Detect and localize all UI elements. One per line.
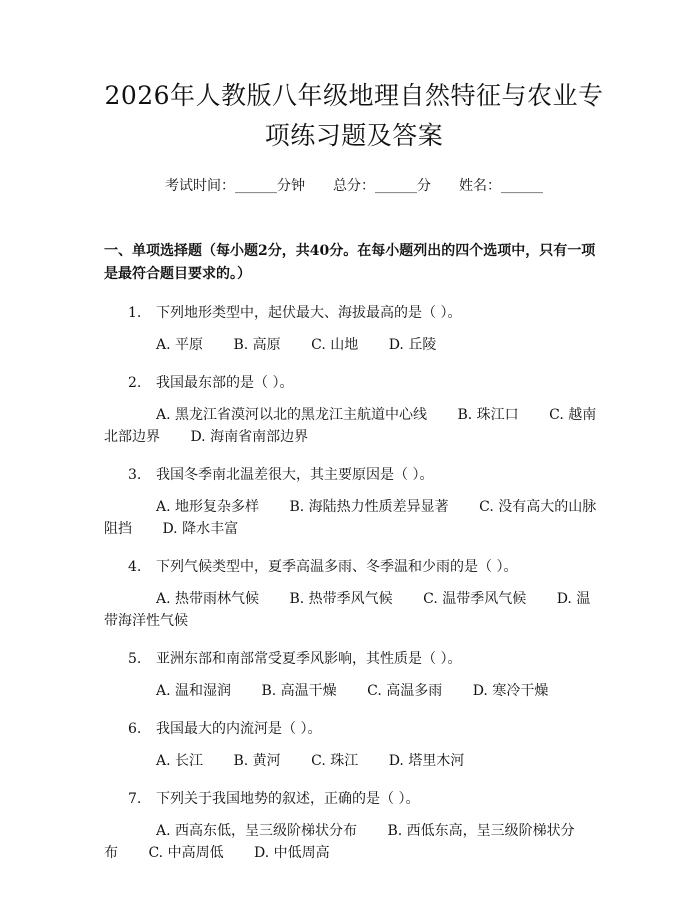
option-list bbox=[104, 680, 604, 702]
option-d: D. 海南省南部边界 bbox=[190, 429, 309, 445]
section-heading: 一、单项选择题（每小题2分，共40分。在每小题列出的四个选项中，只有一项是最符合题目要求的。） bbox=[104, 243, 596, 282]
question-text: 我国最东部的是（ ）。 bbox=[156, 375, 294, 391]
question-text: 下列关于我国地势的叙述，正确的是（ ）。 bbox=[156, 791, 420, 807]
option-d: D. 降水丰富 bbox=[162, 521, 239, 537]
question-stem bbox=[104, 464, 604, 486]
question-number: 5. bbox=[128, 651, 142, 667]
option-a: A. 温和湿润 bbox=[156, 683, 232, 699]
option-d: D. 温带海洋性气候 bbox=[104, 591, 591, 629]
document-title: 2026年人教版八年级地理自然特征与农业专项练习题及答案 bbox=[104, 81, 604, 150]
question-text: 下列地形类型中，起伏最大、海拔最高的是（ ）。 bbox=[156, 305, 462, 321]
question-item bbox=[104, 648, 604, 702]
option-list bbox=[104, 404, 604, 448]
option-b: B. 高原 bbox=[233, 337, 281, 353]
option-a: A. 平原 bbox=[156, 337, 204, 353]
option-list bbox=[104, 750, 604, 772]
option-c: C. 越南北部边界 bbox=[104, 407, 597, 445]
option-b: B. 黄河 bbox=[233, 753, 281, 769]
option-c: C. 中高周低 bbox=[148, 845, 224, 861]
option-a: A. 长江 bbox=[156, 753, 204, 769]
question-item bbox=[104, 302, 604, 356]
question-stem bbox=[104, 648, 604, 670]
question-number: 1. bbox=[128, 305, 142, 321]
option-d: D. 塔里木河 bbox=[388, 753, 465, 769]
question-item bbox=[104, 788, 604, 864]
student-name-label: 姓名：______ bbox=[459, 178, 543, 194]
option-b: B. 西低东高，呈三级阶梯状分布 bbox=[104, 823, 575, 861]
question-item bbox=[104, 372, 604, 448]
exam-time-label: 考试时间：______分钟 bbox=[165, 178, 305, 194]
option-a: A. 地形复杂多样 bbox=[156, 499, 260, 515]
question-item bbox=[104, 464, 604, 540]
exam-meta bbox=[104, 176, 604, 196]
question-text: 亚洲东部和南部常受夏季风影响，其性质是（ ）。 bbox=[156, 651, 462, 667]
question-item bbox=[104, 556, 604, 632]
question-list bbox=[104, 302, 604, 864]
option-b: B. 珠江口 bbox=[457, 407, 519, 423]
option-d: D. 中低周高 bbox=[254, 845, 330, 861]
option-d: D. 丘陵 bbox=[388, 337, 437, 353]
question-text: 我国冬季南北温差很大，其主要原因是（ ）。 bbox=[156, 467, 434, 483]
question-stem bbox=[104, 788, 604, 810]
question-stem bbox=[104, 302, 604, 324]
option-list bbox=[104, 496, 604, 540]
question-stem bbox=[104, 372, 604, 394]
question-number: 6. bbox=[128, 721, 142, 737]
option-b: B. 海陆热力性质差异显著 bbox=[289, 499, 449, 515]
question-stem bbox=[104, 556, 604, 578]
option-c: C. 珠江 bbox=[311, 753, 359, 769]
question-text: 下列气候类型中，夏季高温多雨、冬季温和少雨的是（ ）。 bbox=[156, 559, 518, 575]
option-b: B. 热带季风气候 bbox=[289, 591, 393, 607]
option-b: B. 高温干燥 bbox=[261, 683, 337, 699]
option-list bbox=[104, 820, 604, 864]
question-stem bbox=[104, 718, 604, 740]
option-c: C. 没有高大的山脉阻挡 bbox=[104, 499, 597, 537]
question-number: 2. bbox=[128, 375, 142, 391]
option-list bbox=[104, 334, 604, 356]
option-d: D. 寒冷干燥 bbox=[472, 683, 549, 699]
question-item bbox=[104, 718, 604, 772]
option-c: C. 温带季风气候 bbox=[423, 591, 527, 607]
option-a: A. 热带雨林气候 bbox=[156, 591, 260, 607]
question-text: 我国最大的内流河是（ ）。 bbox=[156, 721, 322, 737]
question-number: 7. bbox=[128, 791, 142, 807]
option-a: A. 西高东低，呈三级阶梯状分布 bbox=[156, 823, 358, 839]
question-number: 4. bbox=[128, 559, 142, 575]
question-number: 3. bbox=[128, 467, 142, 483]
option-a: A. 黑龙江省漠河以北的黑龙江主航道中心线 bbox=[156, 407, 428, 423]
total-score-label: 总分：______分 bbox=[333, 178, 431, 194]
option-list bbox=[104, 588, 604, 632]
option-c: C. 山地 bbox=[311, 337, 359, 353]
option-c: C. 高温多雨 bbox=[367, 683, 443, 699]
